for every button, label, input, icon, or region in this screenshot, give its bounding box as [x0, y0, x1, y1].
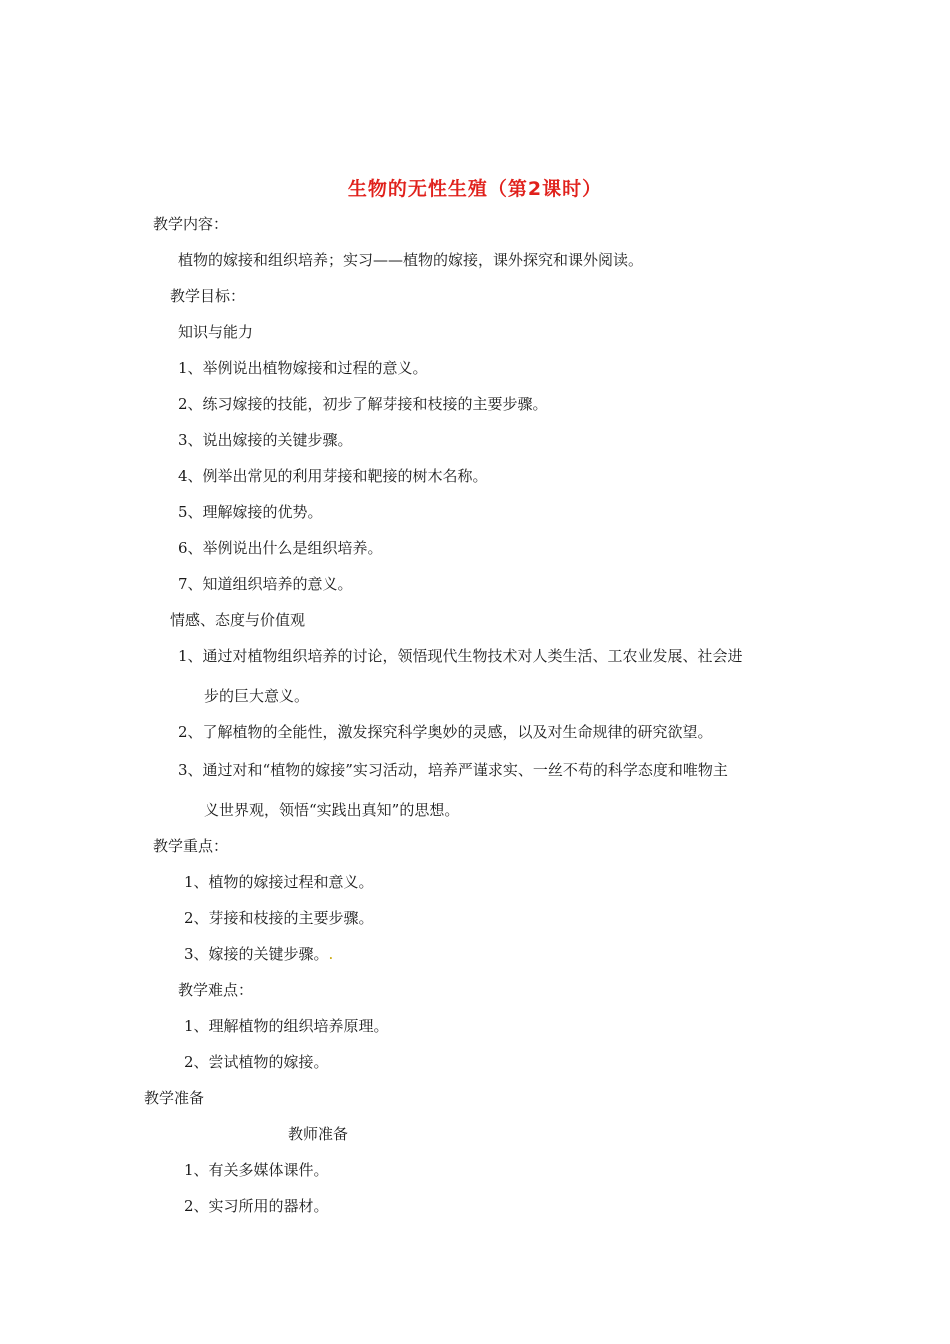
- preparation-label: 教学准备: [144, 1089, 205, 1107]
- key-point-item-text: 3、嫁接的关键步骤。: [184, 945, 329, 963]
- emotion-item-1-line-2: 步的巨大意义。: [204, 687, 310, 705]
- document-title: 生物的无性生殖（第2课时）: [347, 178, 603, 200]
- knowledge-item: 3、说出嫁接的关键步骤。: [178, 431, 353, 449]
- key-point-item: 1、植物的嫁接过程和意义。: [184, 873, 374, 891]
- knowledge-item: 1、举例说出植物嫁接和过程的意义。: [178, 359, 428, 377]
- content-label: 教学内容：: [153, 215, 229, 233]
- emotion-item-3-line-2: 义世界观，领悟“实践出真知”的思想。: [204, 801, 460, 819]
- key-point-item: 2、芽接和枝接的主要步骤。: [184, 909, 374, 927]
- preparation-item: 1、有关多媒体课件。: [184, 1161, 329, 1179]
- emotion-item-1-line-1: 1、通过对植物组织培养的讨论，领悟现代生物技术对人类生活、工农业发展、社会进: [178, 647, 743, 665]
- knowledge-heading: 知识与能力: [178, 323, 254, 341]
- knowledge-item: 6、举例说出什么是组织培养。: [178, 539, 383, 557]
- content-text: 植物的嫁接和组织培养；实习——植物的嫁接，课外探究和课外阅读。: [178, 251, 644, 269]
- knowledge-item: 4、例举出常见的利用芽接和靶接的树木名称。: [178, 467, 488, 485]
- knowledge-item: 5、理解嫁接的优势。: [178, 503, 323, 521]
- emotion-heading: 情感、态度与价值观: [170, 611, 306, 629]
- difficulties-label: 教学难点：: [178, 981, 254, 999]
- key-points-label: 教学重点：: [153, 837, 229, 855]
- emotion-item-3-line-1: 3、通过对和“植物的嫁接”实习活动，培养严谨求实、一丝不苟的科学态度和唯物主: [178, 761, 728, 779]
- knowledge-item: 7、知道组织培养的意义。: [178, 575, 353, 593]
- trailing-mark: .: [328, 945, 334, 963]
- teacher-preparation-label: 教师准备: [288, 1125, 349, 1143]
- emotion-item-2: 2、了解植物的全能性，激发探究科学奥妙的灵感，以及对生命规律的研究欲望。: [178, 723, 713, 741]
- key-point-item: [184, 944, 333, 964]
- difficulty-item: 1、理解植物的组织培养原理。: [184, 1017, 389, 1035]
- knowledge-item: 2、练习嫁接的技能，初步了解芽接和枝接的主要步骤。: [178, 395, 548, 413]
- goals-label: 教学目标：: [170, 287, 246, 305]
- preparation-item: 2、实习所用的器材。: [184, 1197, 329, 1215]
- difficulty-item: 2、尝试植物的嫁接。: [184, 1053, 329, 1071]
